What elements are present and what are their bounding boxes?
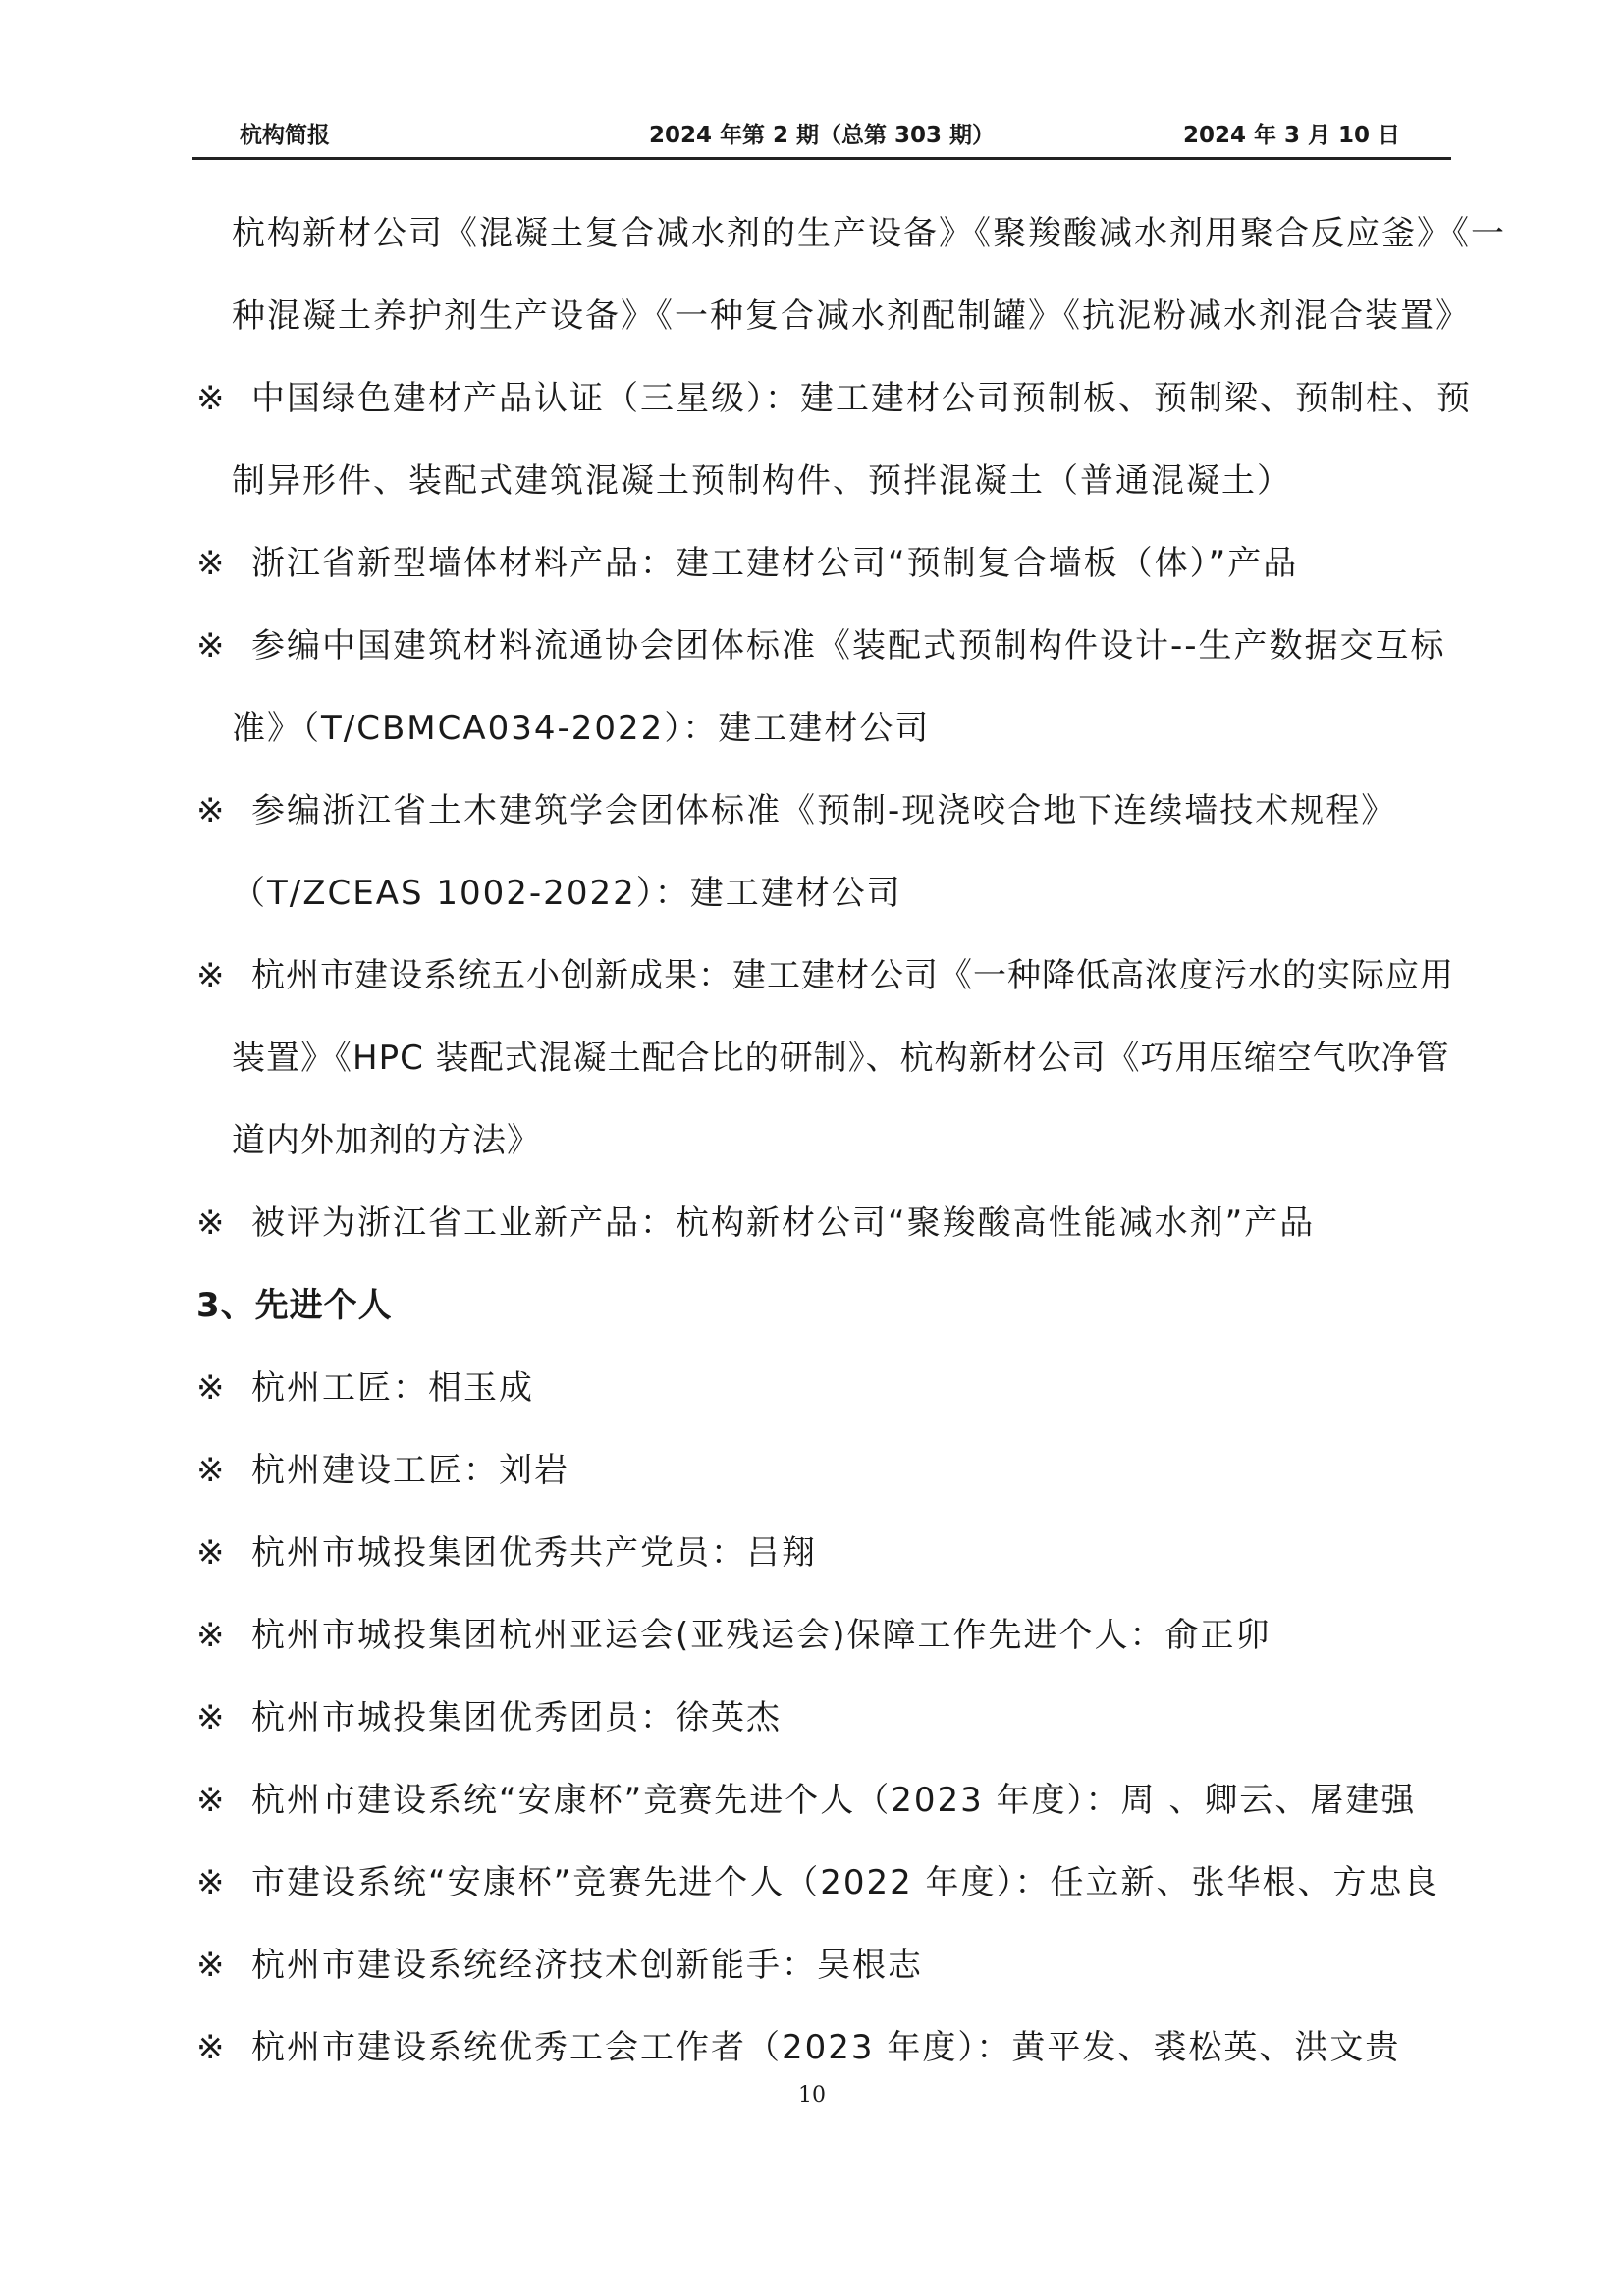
bullet-mark: ※ [196,791,225,830]
item-line: 制异形件、装配式建筑混凝土预制构件、预拌混凝土（普通混凝土） [232,461,1292,501]
item-line: （T/ZCEAS 1002-2022）：建工建材公司 [232,874,902,913]
bullet-mark: ※ [196,1203,225,1243]
person-line: 杭州市建设系统优秀工会工作者（2023 年度）：黄平发、裘松英、洪文贵 [251,2028,1401,2067]
list-item [196,770,1463,934]
person-line: 杭州建设工匠：刘岩 [251,1451,569,1490]
bullet-mark: ※ [196,1616,225,1655]
item-line: 杭州市建设系统五小创新成果：建工建材公司《一种降低高浓度污水的实际应用 [251,956,1454,995]
item-line: 被评为浙江省工业新产品：杭构新材公司“聚羧酸高性能减水剂”产品 [251,1203,1316,1243]
bullet-mark: ※ [196,1946,225,1985]
bullet-mark: ※ [196,2028,225,2067]
bullet-mark: ※ [196,379,225,418]
person-item [196,1512,1463,1594]
list-item [196,605,1463,770]
person-line: 杭州市城投集团优秀团员：徐英杰 [251,1698,782,1737]
intro-paragraph [196,192,1506,357]
item-line: 装置》《HPC 装配式混凝土配合比的研制》、杭构新材公司《巧用压缩空气吹净管 [232,1039,1450,1078]
person-line: 杭州市建设系统经济技术创新能手：吴根志 [251,1946,923,1985]
person-line: 杭州市城投集团优秀共产党员：吕翔 [251,1533,817,1573]
bullet-mark: ※ [196,956,225,995]
person-item [196,2006,1463,2089]
person-item [196,1594,1463,1677]
person-item [196,1347,1463,1429]
list-item [196,357,1472,522]
section-heading: 3、先进个人 [196,1286,393,1325]
person-line: 市建设系统“安康杯”竞赛先进个人（2022 年度）：任立新、张华根、方忠良 [251,1863,1439,1902]
person-line: 杭州市城投集团杭州亚运会(亚残运会)保障工作先进个人：俞正卯 [251,1616,1272,1655]
person-item [196,1759,1463,1842]
list-item [196,522,1463,605]
person-line: 杭州市建设系统“安康杯”竞赛先进个人（2023 年度）：周 、卿云、屠建强 [251,1781,1417,1820]
person-item [196,1677,1463,1759]
item-line: 参编浙江省土木建筑学会团体标准《预制-现浇咬合地下连续墙技术规程》 [251,791,1397,830]
item-line: 中国绿色建材产品认证（三星级）：建工建材公司预制板、预制梁、预制柱、预 [251,379,1472,418]
bullet-mark: ※ [196,1863,225,1902]
page-number: 10 [798,2083,826,2108]
person-item [196,1429,1463,1512]
publication-name: 杭构简报 [240,123,330,148]
person-item [196,1842,1463,1924]
list-item [196,1182,1463,1264]
bullet-mark: ※ [196,1451,225,1490]
bullet-mark: ※ [196,1533,225,1573]
issue-date: 2024 年 3 月 10 日 [1182,123,1400,148]
bullet-mark: ※ [196,544,225,583]
page-header [192,110,1451,160]
list-item [196,934,1463,1182]
bullet-mark: ※ [196,1368,225,1408]
item-line: 浙江省新型墙体材料产品：建工建材公司“预制复合墙板（体）”产品 [251,544,1299,583]
item-line: 道内外加剂的方法》 [232,1121,541,1160]
bullet-mark: ※ [196,1781,225,1820]
person-item [196,1924,1463,2006]
issue-number: 2024 年第 2 期（总第 303 期） [648,123,996,148]
item-line: 准》（T/CBMCA034-2022）：建工建材公司 [232,709,931,748]
document-body [196,192,1506,2089]
paragraph-line: 杭构新材公司《混凝土复合减水剂的生产设备》《聚羧酸减水剂用聚合反应釜》《一 [232,214,1506,253]
person-line: 杭州工匠：相玉成 [251,1368,534,1408]
bullet-mark: ※ [196,626,225,666]
paragraph-line: 种混凝土养护剂生产设备》《一种复合减水剂配制罐》《抗泥粉减水剂混合装置》 [232,296,1471,336]
item-line: 参编中国建筑材料流通协会团体标准《装配式预制构件设计--生产数据交互标 [251,626,1446,666]
bullet-mark: ※ [196,1698,225,1737]
